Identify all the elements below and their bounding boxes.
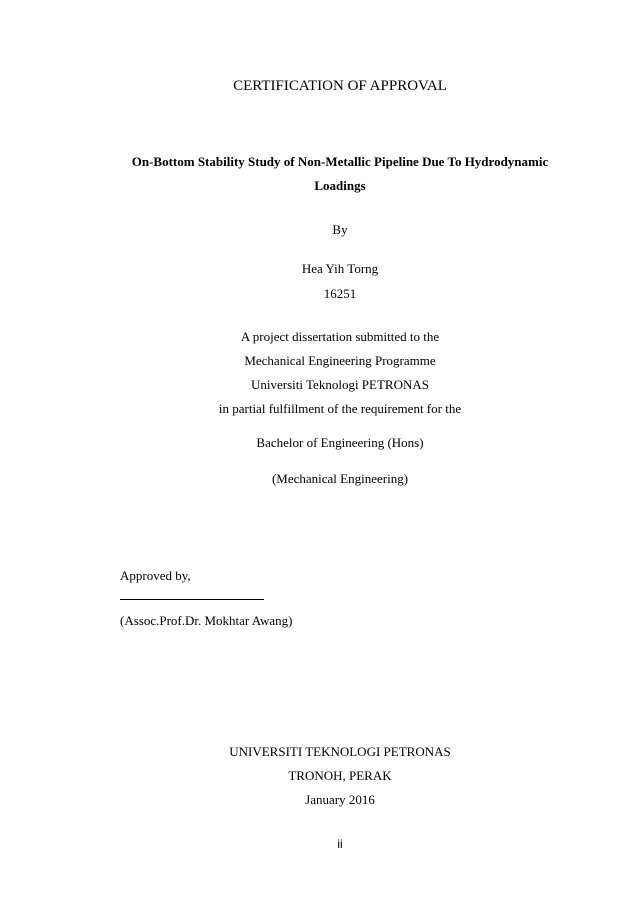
thesis-title-line-2: Loadings <box>314 178 366 193</box>
signature-line <box>120 599 264 600</box>
submission-line-4: in partial fulfillment of the requirement for the <box>218 401 462 416</box>
submission-line-3: Universiti Teknologi PETRONAS <box>251 377 429 392</box>
degree-field: (Mechanical Engineering) <box>271 471 409 486</box>
footer-date: January 2016 <box>305 792 375 807</box>
submission-line-1: A project dissertation submitted to the <box>240 329 440 344</box>
page-number: ii <box>337 837 343 851</box>
by-label: By <box>332 222 348 237</box>
thesis-title-line-1: On-Bottom Stability Study of Non-Metallic Pipeline Due To Hydrodynamic <box>131 154 549 169</box>
degree-name: Bachelor of Engineering (Hons) <box>256 435 424 450</box>
student-id: 16251 <box>323 286 357 301</box>
approved-by-label: Approved by, <box>120 568 191 583</box>
page-heading: CERTIFICATION OF APPROVAL <box>233 78 447 94</box>
approver-name: (Assoc.Prof.Dr. Mokhtar Awang) <box>120 613 293 628</box>
footer-university: UNIVERSITI TEKNOLOGI PETRONAS <box>229 744 451 759</box>
author-name: Hea Yih Torng <box>301 261 379 276</box>
submission-line-2: Mechanical Engineering Programme <box>244 353 436 368</box>
footer-location: TRONOH, PERAK <box>288 768 392 783</box>
